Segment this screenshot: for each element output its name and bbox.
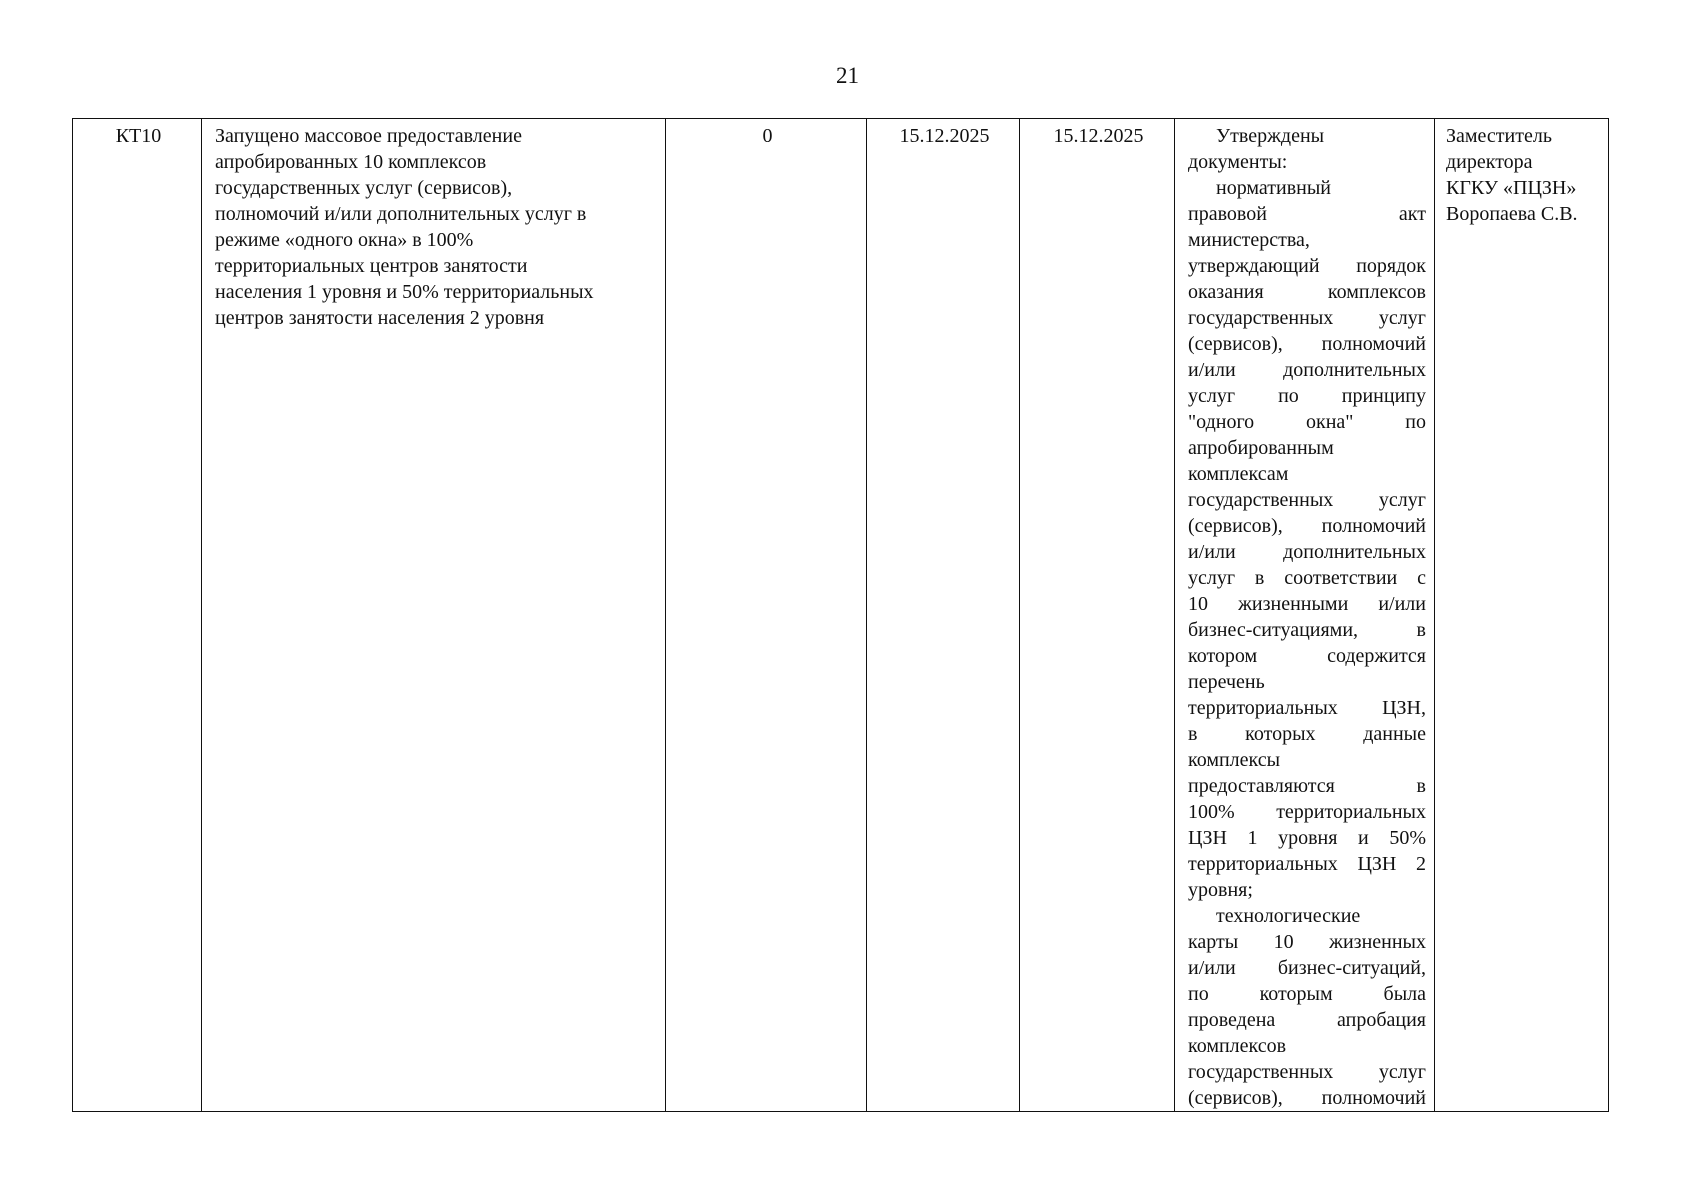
- plan-table: [72, 118, 1609, 1112]
- documents-line: уровня;: [1188, 879, 1253, 901]
- documents-line: и/или дополнительных: [1188, 541, 1426, 563]
- responsible-line: КГКУ «ПЦЗН»: [1446, 177, 1577, 199]
- documents-line: предоставляются в: [1188, 775, 1426, 797]
- documents-line: проведена апробация: [1188, 1009, 1426, 1031]
- documents-line: государственных услуг: [1188, 489, 1426, 511]
- responsible-line: Заместитель: [1446, 125, 1552, 147]
- documents-line: оказания комплексов: [1188, 281, 1426, 303]
- start-date: 15.12.2025: [867, 119, 1020, 1112]
- end-date: 15.12.2025: [1020, 119, 1175, 1112]
- documents-line: территориальных ЦЗН,: [1188, 697, 1426, 719]
- documents-line: нормативный: [1216, 177, 1332, 199]
- documents-line: министерства,: [1188, 229, 1310, 251]
- documents-line: утверждающий порядок: [1188, 255, 1426, 277]
- documents-line: по которым была: [1188, 983, 1426, 1005]
- documents-line: карты 10 жизненных: [1188, 931, 1426, 953]
- documents-line: 100% территориальных: [1188, 801, 1426, 823]
- documents-line: услуг в соответствии с: [1188, 567, 1426, 589]
- description-line: территориальных центров занятости: [215, 255, 528, 277]
- documents-line: "одного окна" по: [1188, 411, 1426, 433]
- documents-line: комплексы: [1188, 749, 1281, 771]
- documents-line: в которых данные: [1188, 723, 1426, 745]
- documents-line: государственных услуг: [1188, 1061, 1426, 1083]
- documents-line: и/или дополнительных: [1188, 359, 1426, 381]
- description-cell: [202, 119, 666, 1112]
- control-point-code: КТ10: [73, 119, 202, 1112]
- indicator-value: 0: [666, 119, 867, 1112]
- documents-line: (сервисов), полномочий: [1188, 333, 1426, 355]
- table-row: [73, 119, 1609, 1112]
- documents-line: комплексам: [1188, 463, 1289, 485]
- documents-line: ЦЗН 1 уровня и 50%: [1188, 827, 1426, 849]
- documents-line: перечень: [1188, 671, 1265, 693]
- documents-cell: [1175, 119, 1435, 1112]
- documents-line: государственных услуг: [1188, 307, 1426, 329]
- documents-line: технологические: [1216, 905, 1361, 927]
- description-line: режиме «одного окна» в 100%: [215, 229, 474, 251]
- documents-line: котором содержится: [1188, 645, 1426, 667]
- documents-line: бизнес-ситуациями, в: [1188, 619, 1426, 641]
- description-line: центров занятости населения 2 уровня: [215, 307, 545, 329]
- documents-line: документы:: [1188, 151, 1288, 173]
- responsible-line: Воропаева С.В.: [1446, 203, 1578, 225]
- documents-line: территориальных ЦЗН 2: [1188, 853, 1426, 875]
- description-line: населения 1 уровня и 50% территориальных: [215, 281, 594, 303]
- documents-line: 10 жизненными и/или: [1188, 593, 1426, 615]
- documents-line: правовой акт: [1188, 203, 1426, 225]
- responsible-line: директора: [1446, 151, 1533, 173]
- documents-line: (сервисов), полномочий: [1188, 515, 1426, 537]
- page-number: 21: [836, 63, 859, 88]
- responsible-cell: [1435, 119, 1609, 1112]
- documents-line: услуг по принципу: [1188, 385, 1426, 407]
- description-line: государственных услуг (сервисов),: [215, 177, 513, 199]
- description-line: апробированных 10 комплексов: [215, 151, 487, 173]
- documents-line: комплексов: [1188, 1035, 1287, 1057]
- documents-line: и/или бизнес-ситуаций,: [1188, 957, 1426, 979]
- documents-line: Утверждены: [1216, 125, 1325, 147]
- documents-line: (сервисов), полномочий: [1188, 1087, 1426, 1109]
- description-line: Запущено массовое предоставление: [215, 125, 522, 147]
- description-line: полномочий и/или дополнительных услуг в: [215, 203, 587, 225]
- documents-line: апробированным: [1188, 437, 1334, 459]
